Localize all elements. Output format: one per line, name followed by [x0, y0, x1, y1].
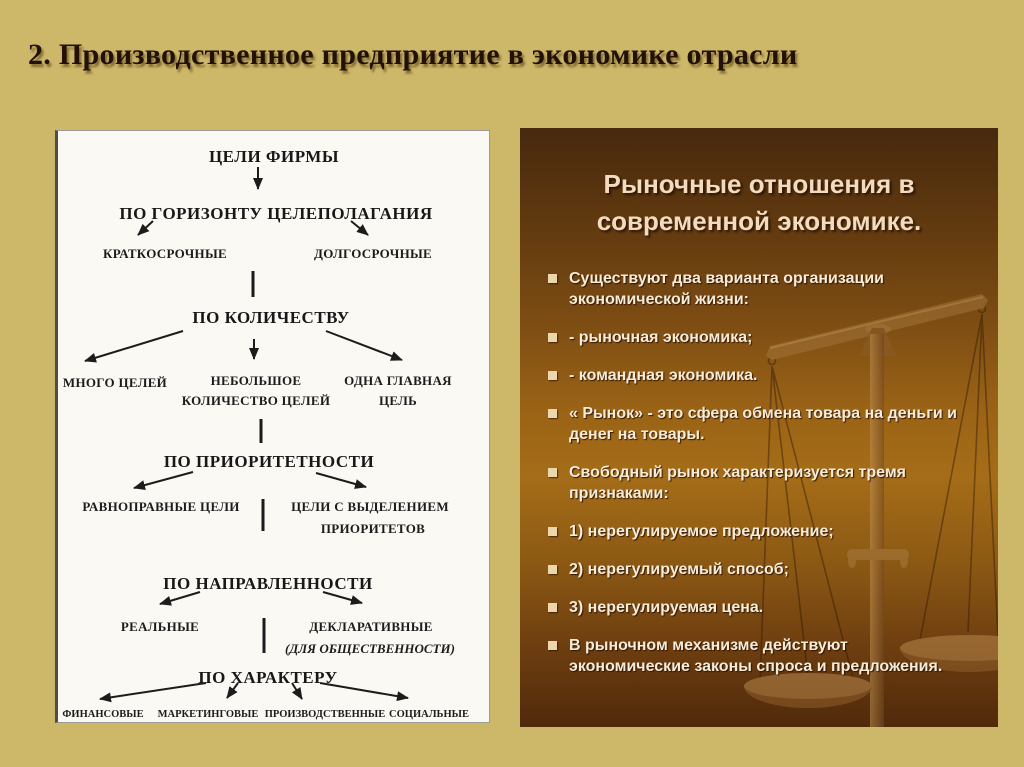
page-title: 2. Производственное предприятие в экономике отрасли [28, 38, 798, 71]
bullet-item [548, 559, 972, 580]
node-real: РЕАЛЬНЫЕ [120, 619, 200, 634]
node-declarative: ДЕКЛАРАТИВНЫЕ [309, 619, 433, 634]
node-goals-of-firm: ЦЕЛИ ФИРМЫ [208, 147, 340, 166]
bullet-text: « Рынок» - это сфера обмена товара на деньги и денег на товары. [569, 405, 957, 443]
arrow-quantity-right [326, 331, 402, 360]
node-long-term: ДОЛГОСРОЧНЫЕ [313, 246, 433, 261]
node-priority-title: ПО ПРИОРИТЕТНОСТИ [163, 452, 375, 471]
bullet-item [548, 462, 972, 504]
bullet-item [548, 635, 972, 677]
market-bullet-list [546, 268, 972, 677]
bullet-text: - командная экономика. [569, 367, 758, 384]
node-priority-goals-line1: ЦЕЛИ С ВЫДЕЛЕНИЕМ [291, 499, 449, 514]
node-few-goals-line1: НЕБОЛЬШОЕ [210, 373, 302, 388]
bullet-square-icon [548, 468, 557, 477]
bullet-item [548, 365, 972, 386]
bullet-text: В рыночном механизме действуют экономические законы спроса и предложения. [569, 637, 943, 675]
bullet-square-icon [548, 603, 557, 612]
node-one-main-goal-line1: ОДНА ГЛАВНАЯ [344, 373, 452, 388]
node-one-main-goal-line2: ЦЕЛЬ [378, 393, 418, 408]
goals-diagram-panel [55, 130, 490, 723]
market-title-line1: Рыночные отношения в [603, 169, 915, 199]
node-production: ПРОИЗВОДСТВЕННЫЕ [264, 709, 386, 720]
arrow-character-1 [100, 683, 206, 699]
bullet-item [548, 403, 972, 445]
arrow-direction-right [323, 592, 362, 603]
arrow-direction-left [160, 592, 200, 604]
node-horizon-title: ПО ГОРИЗОНТУ ЦЕЛЕПОЛАГАНИЯ [119, 204, 433, 223]
market-panel [520, 128, 998, 727]
node-direction-title: ПО НАПРАВЛЕННОСТИ [163, 574, 373, 593]
node-equal-goals: РАВНОПРАВНЫЕ ЦЕЛИ [82, 499, 240, 514]
bullet-text: 1) нерегулируемое предложение; [569, 523, 834, 540]
arrow-priority-left [134, 472, 193, 488]
node-financial: ФИНАНСОВЫЕ [62, 709, 144, 720]
bullet-square-icon [548, 409, 557, 418]
bullet-item [548, 521, 972, 542]
market-title [546, 166, 972, 240]
bullet-text: 2) нерегулируемый способ; [569, 561, 789, 578]
bullet-square-icon [548, 641, 557, 650]
market-content [520, 128, 998, 677]
bullet-item [548, 268, 972, 310]
bullet-text: Существуют два варианта организации экономической жизни: [569, 270, 885, 308]
bullet-square-icon [548, 527, 557, 536]
goals-diagram [58, 131, 489, 720]
arrow-horizon-left [138, 221, 153, 235]
bullet-text: Свободный рынок характеризуется тремя признаками: [569, 464, 907, 502]
node-character-title: ПО ХАРАКТЕРУ [198, 668, 338, 687]
bullet-item [548, 597, 972, 618]
bullet-square-icon [548, 371, 557, 380]
bullet-square-icon [548, 333, 557, 342]
bullet-item [548, 327, 972, 348]
bullet-text: 3) нерегулируемая цена. [569, 599, 764, 616]
arrow-quantity-left [85, 331, 183, 361]
node-social: СОЦИАЛЬНЫЕ [389, 709, 469, 720]
bullet-text: - рыночная экономика; [569, 329, 753, 346]
node-marketing: МАРКЕТИНГОВЫЕ [157, 709, 259, 720]
bullet-square-icon [548, 565, 557, 574]
bullet-square-icon [548, 274, 557, 283]
node-priority-goals-line2: ПРИОРИТЕТОВ [320, 521, 426, 536]
arrow-priority-right [316, 473, 366, 487]
node-few-goals-line2: КОЛИЧЕСТВО ЦЕЛЕЙ [181, 393, 331, 408]
node-for-public: (ДЛЯ ОБЩЕСТВЕННОСТИ) [285, 641, 455, 656]
market-title-line2: современной экономике. [596, 206, 922, 236]
node-short-term: КРАТКОСРОЧНЫЕ [102, 246, 228, 261]
node-quantity-title: ПО КОЛИЧЕСТВУ [192, 308, 350, 327]
arrow-horizon-right [351, 221, 368, 235]
node-many-goals: МНОГО ЦЕЛЕЙ [62, 375, 168, 390]
